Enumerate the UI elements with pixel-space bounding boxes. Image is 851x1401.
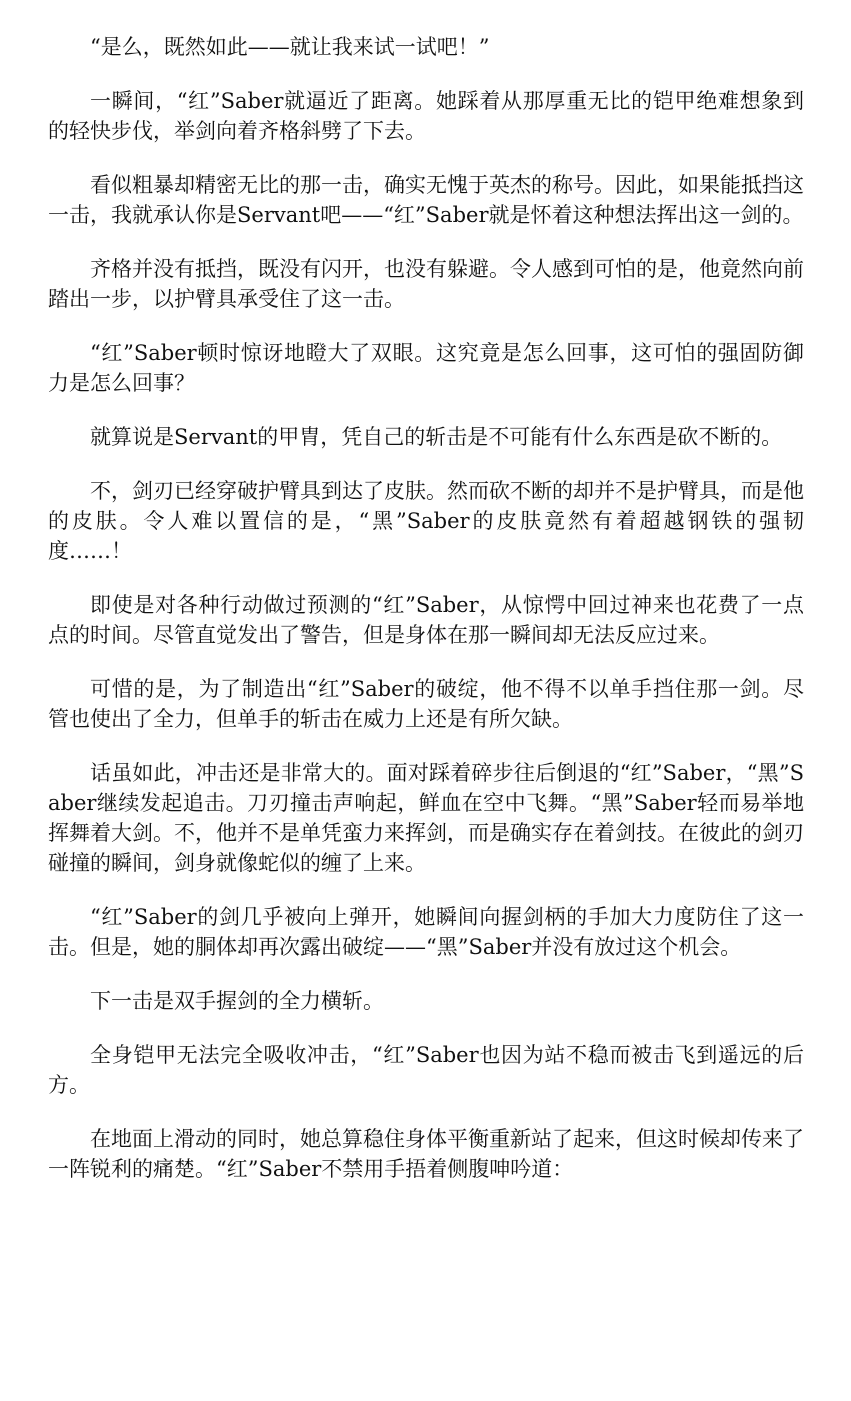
paragraph-6: 就算说是Servant的甲胄，凭自己的斩击是不可能有什么东西是砍不断的。 bbox=[90, 425, 783, 449]
paragraph-8: 即使是对各种行动做过预测的“红”Saber，从惊愕中回过神来也花费了一点点的时间。尽管直觉发出了警告，但是身体在那一瞬间却无法反应过来。 bbox=[48, 593, 804, 647]
paragraph-10: 话虽如此，冲击还是非常大的。面对踩着碎步往后倒退的“红”Saber，“黑”Saber继续发起追击。刀刃撞击声响起，鲜血在空中飞舞。“黑”Saber轻而易举地挥舞着大剑。不，他并不是单凭蛮力来挥剑，而是确实存在着剑技。在彼此的剑刃碰撞的瞬间，剑身就像蛇似的缠了上来。 bbox=[48, 761, 804, 875]
paragraph-13: 全身铠甲无法完全吸收冲击，“红”Saber也因为站不稳而被击飞到遥远的后方。 bbox=[48, 1043, 804, 1097]
paragraph-3: 看似粗暴却精密无比的那一击，确实无愧于英杰的称号。因此，如果能抵挡这一击，我就承认你是Servant吧——“红”Saber就是怀着这种想法挥出这一剑的。 bbox=[48, 173, 804, 227]
paragraph-4: 齐格并没有抵挡，既没有闪开，也没有躲避。令人感到可怕的是，他竟然向前踏出一步，以护臂具承受住了这一击。 bbox=[48, 257, 804, 311]
paragraph-5: “红”Saber顿时惊讶地瞪大了双眼。这究竟是怎么回事，这可怕的强固防御力是怎么回事？ bbox=[48, 341, 804, 395]
paragraph-12: 下一击是双手握剑的全力横斩。 bbox=[90, 989, 384, 1013]
paragraph-1: “是么，既然如此——就让我来试一试吧！” bbox=[90, 35, 490, 59]
paragraph-11: “红”Saber的剑几乎被向上弹开，她瞬间向握剑柄的手加大力度防住了这一击。但是，她的胴体却再次露出破绽——“黑”Saber并没有放过这个机会。 bbox=[48, 905, 804, 959]
document-body bbox=[48, 32, 804, 1208]
paragraph-14: 在地面上滑动的同时，她总算稳住身体平衡重新站了起来，但这时候却传来了一阵锐利的痛楚。“红”Saber不禁用手捂着侧腹呻吟道： bbox=[48, 1127, 804, 1181]
paragraph-9: 可惜的是，为了制造出“红”Saber的破绽，他不得不以单手挡住那一剑。尽管也使出了全力，但单手的斩击在威力上还是有所欠缺。 bbox=[48, 677, 804, 731]
paragraph-7: 不，剑刃已经穿破护臂具到达了皮肤。然而砍不断的却并不是护臂具，而是他的皮肤。令人难以置信的是，“黑”Saber的皮肤竟然有着超越钢铁的强韧度……！ bbox=[48, 479, 804, 563]
paragraph-2: 一瞬间，“红”Saber就逼近了距离。她踩着从那厚重无比的铠甲绝难想象到的轻快步伐，举剑向着齐格斜劈了下去。 bbox=[48, 89, 804, 143]
